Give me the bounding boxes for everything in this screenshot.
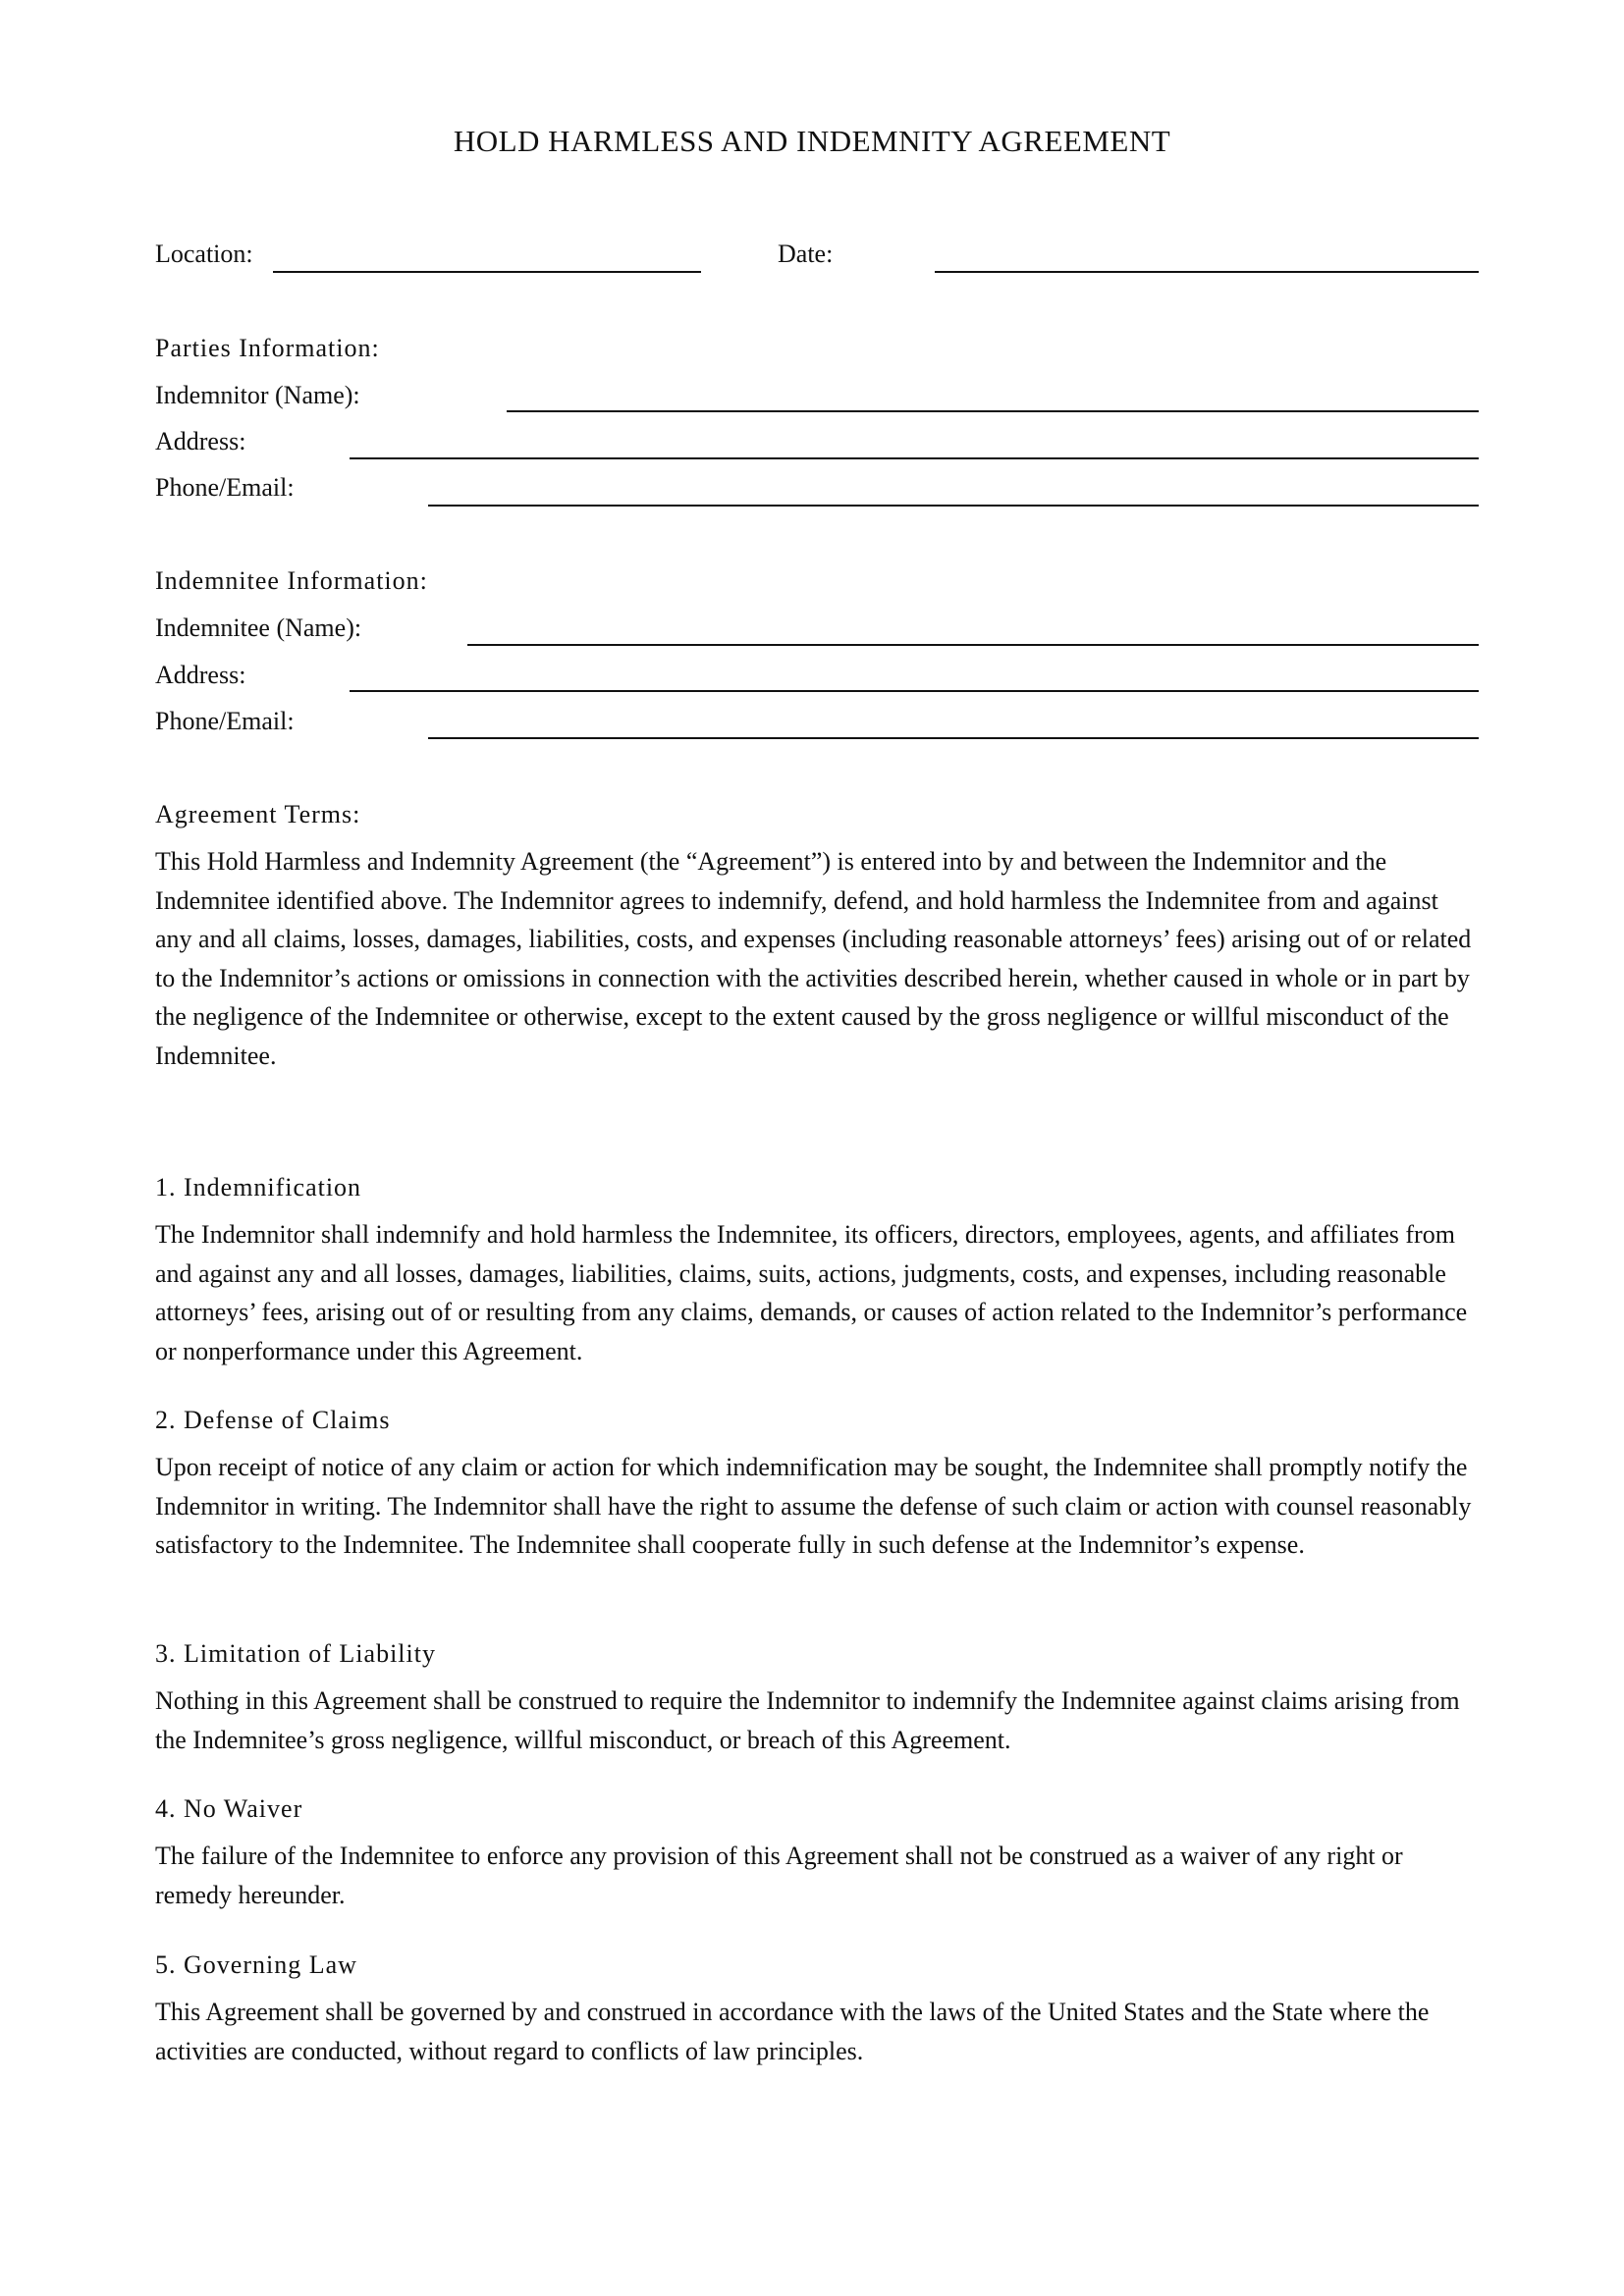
indemnitee-name-label: Indemnitee (Name): [155, 614, 362, 642]
section-2-heading: 2. Defense of Claims [155, 1406, 391, 1434]
indemnitee-address-field[interactable] [350, 690, 1479, 692]
section-5-heading: 5. Governing Law [155, 1950, 357, 1979]
indemnitor-name-field[interactable] [507, 410, 1479, 412]
terms-paragraph: This Hold Harmless and Indemnity Agreement (the “Agreement”) is entered into by and between the Indemnitor and the Indemnitee identified above. The Indemnitor agrees to indemnify, defend, and hold harmless the Indemnitee from and against any and all claims, losses, damages, liabilities, costs, and expenses (including reasonable attorneys’ fees) arising out of or related to the Indemnitor’s actions or omissions in connection with the activities described herein, whether caused in whole or in part by the negligence of the Indemnitee or otherwise, except to the extent caused by the gross negligence or willful misconduct of the Indemnitee. [155, 847, 1472, 1070]
parties-heading: Parties Information: [155, 334, 380, 362]
section-1-heading: 1. Indemnification [155, 1173, 362, 1201]
terms-heading: Agreement Terms: [155, 800, 361, 828]
location-label: Location: [155, 240, 253, 268]
indemnitee-name-field[interactable] [467, 644, 1479, 646]
section-4-paragraph: The failure of the Indemnitee to enforce any provision of this Agreement shall not be construed as a waiver of any right or remedy hereunder. [155, 1842, 1403, 1909]
indemnitor-contact-label: Phone/Email: [155, 473, 295, 502]
date-label: Date: [778, 240, 834, 268]
indemnitor-name-label: Indemnitor (Name): [155, 381, 360, 409]
indemnitee-contact-label: Phone/Email: [155, 707, 295, 735]
section-3-heading: 3. Limitation of Liability [155, 1639, 436, 1668]
indemnitee-heading: Indemnitee Information: [155, 566, 428, 595]
section-3-paragraph: Nothing in this Agreement shall be construed to require the Indemnitor to indemnify the Indemnitee against claims arising from the Indemnitee’s gross negligence, willful misconduct, or breach of this Agreement. [155, 1686, 1460, 1754]
date-field[interactable] [935, 271, 1479, 273]
indemnitor-address-label: Address: [155, 427, 246, 455]
indemnitee-address-label: Address: [155, 661, 246, 689]
indemnitor-contact-field[interactable] [428, 505, 1479, 507]
document-title: HOLD HARMLESS AND INDEMNITY AGREEMENT [453, 124, 1171, 158]
section-5-paragraph: This Agreement shall be governed by and construed in accordance with the laws of the United States and the State where the activities are conducted, without regard to conflicts of law principles. [155, 1998, 1430, 2065]
indemnitee-contact-field[interactable] [428, 737, 1479, 739]
indemnitor-address-field[interactable] [350, 457, 1479, 459]
section-2-paragraph: Upon receipt of notice of any claim or action for which indemnification may be sought, the Indemnitee shall promptly notify the Indemnitor in writing. The Indemnitor shall have the right to assume the defense of such claim or action with counsel reasonably satisfactory to the Indemnitee. The Indemnitee shall cooperate fully in such defense at the Indemnitor’s expense. [155, 1453, 1472, 1559]
section-4-heading: 4. No Waiver [155, 1794, 303, 1823]
section-1-paragraph: The Indemnitor shall indemnify and hold harmless the Indemnitee, its officers, directors, employees, agents, and affiliates from and against any and all losses, damages, liabilities, claims, suits, actions, judgments, costs, and expenses, including reasonable attorneys’ fees, arising out of or resulting from any claims, demands, or causes of action related to the Indemnitor’s performance or nonperformance under this Agreement. [155, 1220, 1468, 1365]
location-field[interactable] [273, 271, 701, 273]
